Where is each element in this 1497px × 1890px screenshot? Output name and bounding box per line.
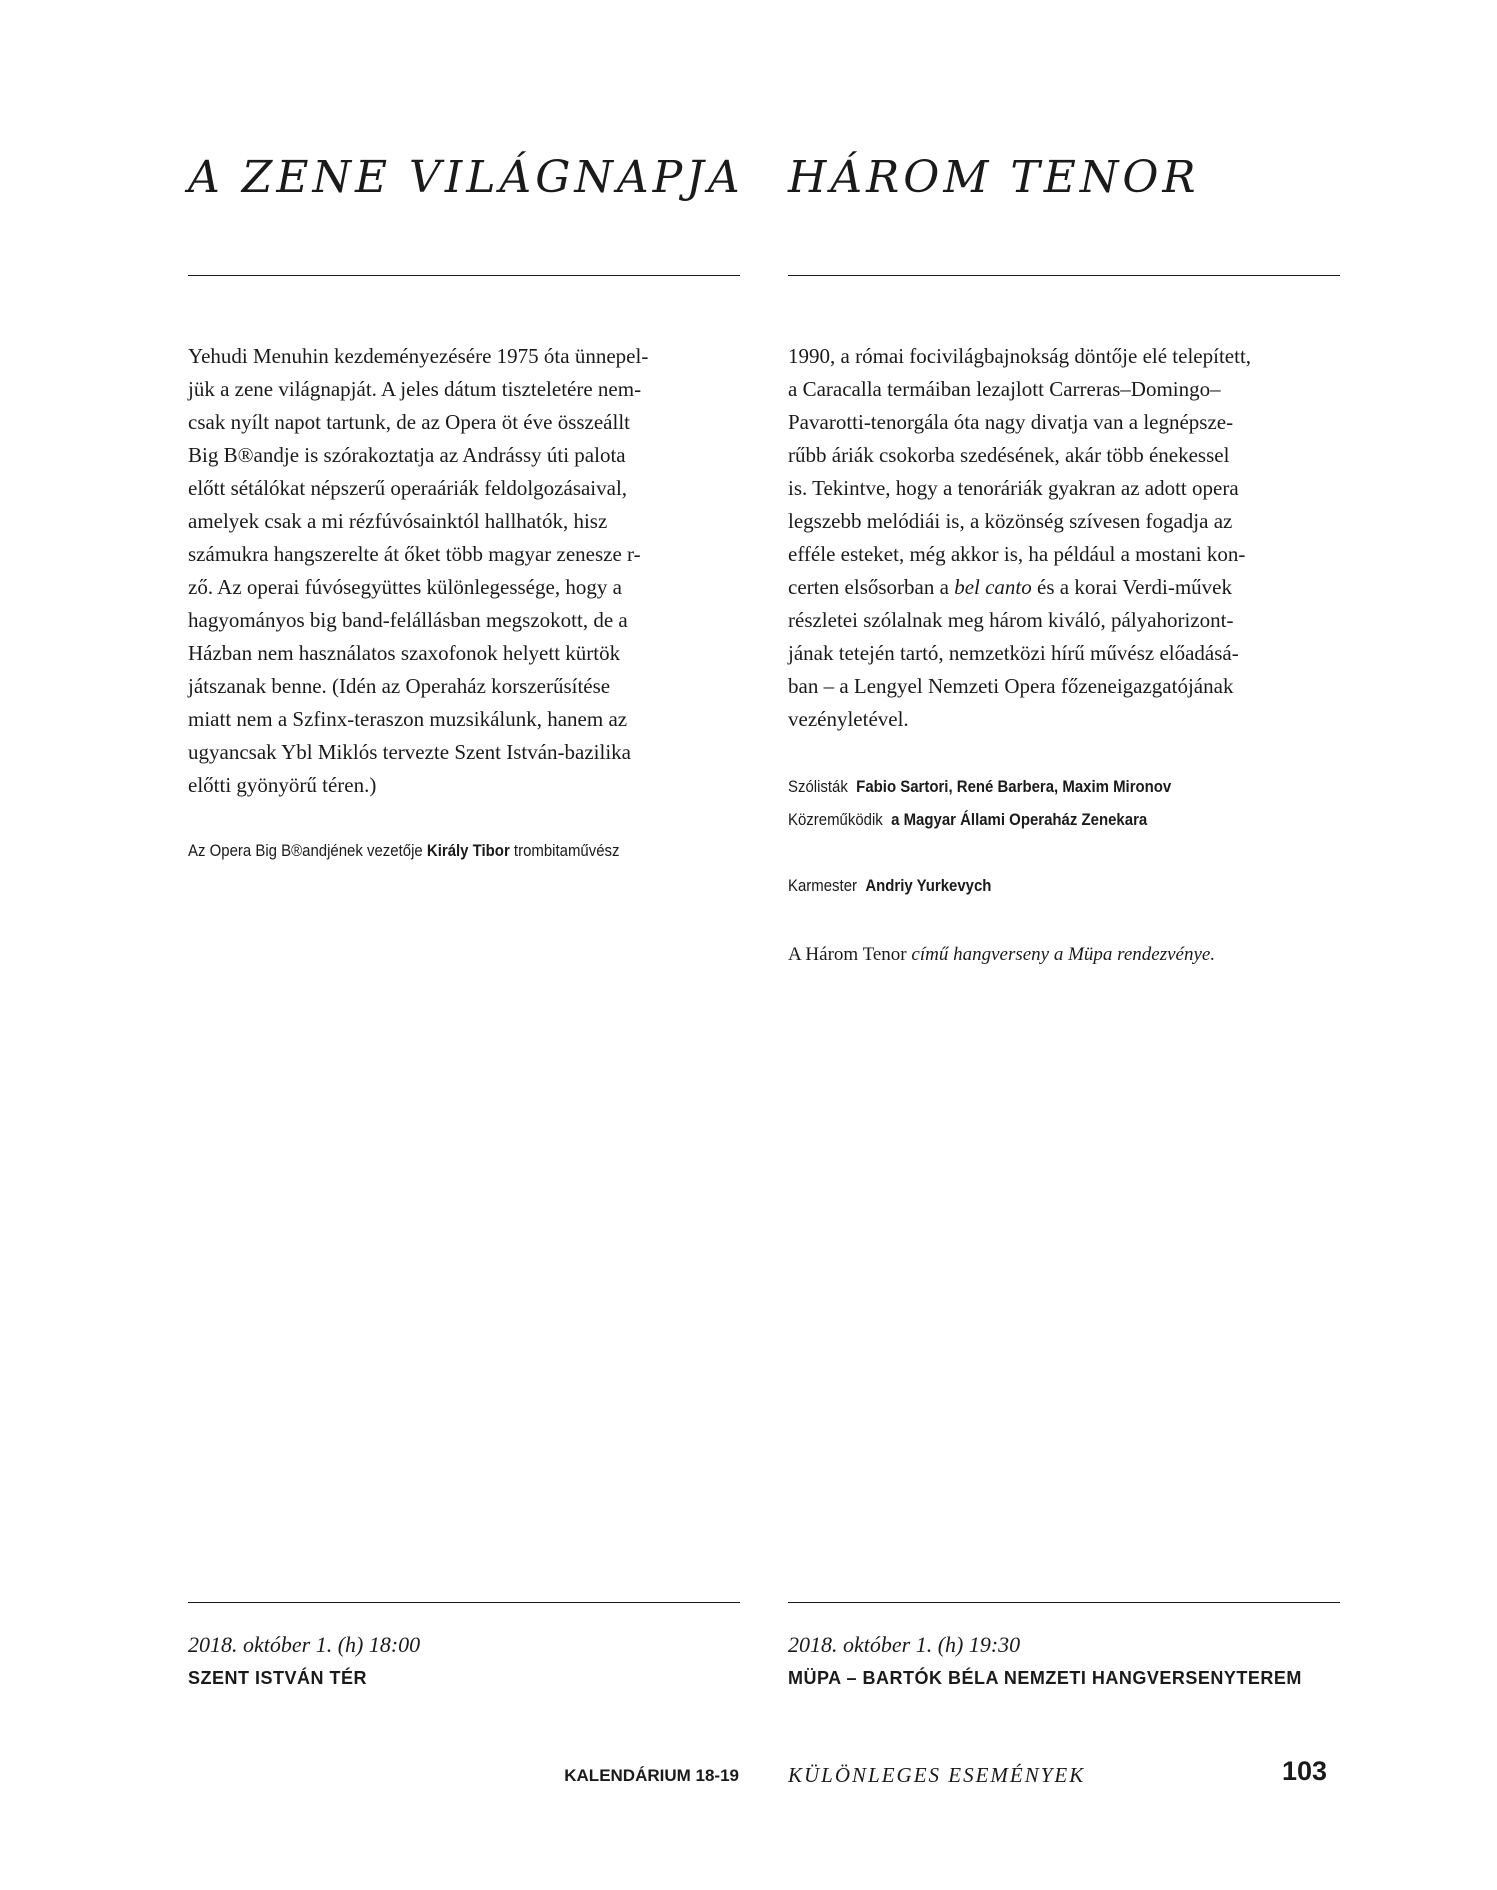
organizer-note: [788, 940, 1340, 970]
footer-publication: KALENDÁRIUM 18-19: [564, 1766, 739, 1785]
left-body-line: hagyományos big band-felállásban megszokott, de a: [188, 608, 628, 632]
credit-name: Király Tibor: [426, 841, 510, 860]
left-body-line: számukra hangszerelte át őket több magyar zenesze r-: [188, 542, 641, 566]
left-body-line: ző. Az operai fúvósegyüttes különlegessége, hogy a: [188, 575, 622, 599]
right-body-line-part: certen elsősorban a: [788, 575, 955, 599]
left-body-line: játszanak benne. (Idén az Operaház korszerűsítése: [188, 674, 611, 698]
right-event-venue: MÜPA – BARTÓK BÉLA NEMZETI HANGVERSENYTEREM: [788, 1668, 1302, 1688]
soloists-credit: [788, 770, 1171, 803]
conductor-credit: [788, 869, 991, 902]
soloists-names: Fabio Sartori, René Barbera, Maxim Mironov: [856, 777, 1172, 796]
cooperation-label: Közreműködik: [788, 810, 883, 829]
footer-section: KÜLÖNLEGES ESEMÉNYEK: [788, 1763, 1086, 1787]
left-body-line: előtti gyönyörű téren.): [188, 773, 377, 797]
right-body-line-italic: bel canto: [954, 575, 1032, 599]
left-body-line: miatt nem a Szfinx-teraszon muzsikálunk, hanem az: [188, 707, 628, 731]
left-body-line: jük a zene világnapját. A jeles dátum tiszteletére nem-: [188, 377, 642, 401]
right-body-line: jának tetején tartó, nemzetközi hírű művész előadásá-: [788, 641, 1239, 665]
right-event-description: [788, 340, 1340, 736]
right-body-line: 1990, a római focivilágbajnokság döntője elé telepített,: [788, 344, 1252, 368]
left-body-line: csak nyílt napot tartunk, de az Opera öt éve összeállt: [188, 410, 631, 434]
left-body-line: Házban nem használatos szaxofonok helyett kürtök: [188, 641, 621, 665]
left-body-line: Yehudi Menuhin kezdeményezésére 1975 óta ünnepel-: [188, 344, 649, 368]
right-event-date: 2018. október 1. (h) 19:30: [788, 1632, 1021, 1657]
left-bottom-divider: [188, 1602, 740, 1603]
page-number: 103: [1282, 1756, 1328, 1786]
right-bottom-divider: [788, 1602, 1340, 1603]
left-event-credit: [188, 834, 620, 867]
cooperation-name: a Magyar Állami Operaház Zenekara: [891, 810, 1148, 829]
soloists-label: Szólisták: [788, 777, 848, 796]
right-body-line: ban – a Lengyel Nemzeti Opera főzeneigazgatójának: [788, 674, 1234, 698]
left-event-title: A ZENE VILÁGNAPJA: [188, 152, 744, 203]
conductor-label: Karmester: [788, 876, 858, 895]
right-body-line: a Caracalla termáiban lezajlott Carreras–Domingo–: [788, 377, 1221, 401]
left-top-divider: [188, 275, 740, 276]
right-body-line: is. Tekintve, hogy a tenoráriák gyakran az adott opera: [788, 476, 1239, 500]
credit-label: Az Opera Big B®andjének vezetője: [188, 841, 423, 860]
right-event-title: HÁROM TENOR: [788, 152, 1200, 203]
right-body-line: [788, 571, 1340, 604]
cooperation-credit: [788, 803, 1147, 836]
left-body-line: ugyancsak Ybl Miklós tervezte Szent István-bazilika: [188, 740, 631, 764]
right-body-line: rűbb áriák csokorba szedésének, akár több énekessel: [788, 443, 1230, 467]
conductor-name: Andriy Yurkevych: [865, 876, 992, 895]
left-event-description: [188, 340, 740, 802]
organizer-note-italic: című hangverseny a Müpa rendezvénye.: [911, 944, 1216, 965]
right-body-line: Pavarotti-tenorgála óta nagy divatja van a legnépsze-: [788, 410, 1234, 434]
right-body-line: részletei szólalnak meg három kiváló, pályahorizont-: [788, 608, 1234, 632]
credit-role: trombitaművész: [513, 841, 620, 860]
right-body-line: vezényletével.: [788, 707, 909, 731]
left-body-line: amelyek csak a mi rézfúvósainktól hallhatók, hisz: [188, 509, 608, 533]
left-body-line: Big B®andje is szórakoztatja az Andrássy úti palota: [188, 443, 626, 467]
right-body-line: legszebb melódiái is, a közönség szívesen fogadja az: [788, 509, 1233, 533]
left-event-date: 2018. október 1. (h) 18:00: [188, 1632, 421, 1657]
organizer-note-upright: A Három Tenor: [788, 944, 907, 965]
right-body-line-part: és a korai Verdi-művek: [1031, 575, 1232, 599]
left-body-line: előtt sétálókat népszerű operaáriák feldolgozásaival,: [188, 476, 628, 500]
right-top-divider: [788, 275, 1340, 276]
left-event-venue: SZENT ISTVÁN TÉR: [188, 1668, 368, 1688]
right-body-line: efféle esteket, még akkor is, ha például a mostani kon-: [788, 542, 1246, 566]
